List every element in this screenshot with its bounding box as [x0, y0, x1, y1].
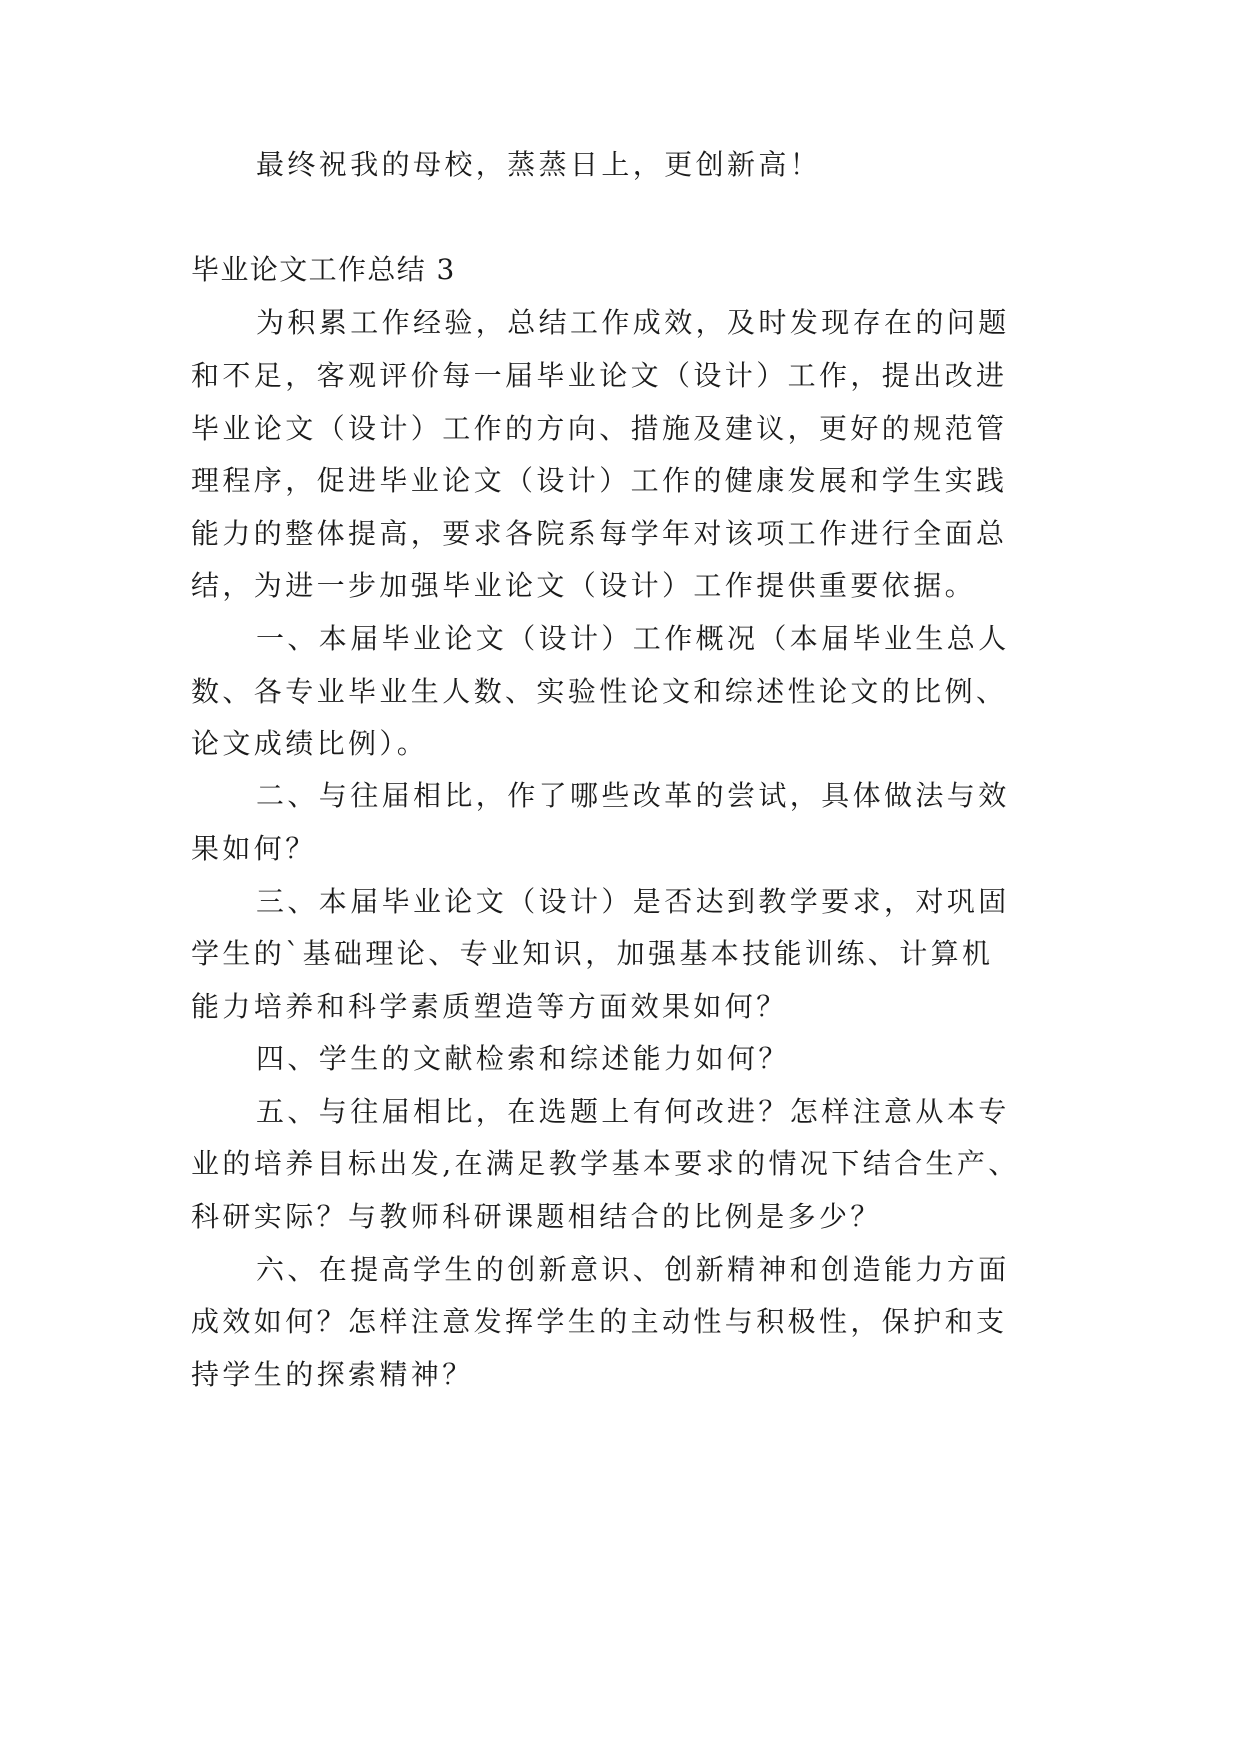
body-line-3: 毕业论文（设计）工作的方向、措施及建议，更好的规范管: [191, 412, 1008, 445]
body-line-1: 为积累工作经验，总结工作成效，及时发现存在的问题: [256, 306, 1010, 339]
body-line-8: 数、各专业毕业生人数、实验性论文和综述性论文的比例、: [191, 675, 1008, 708]
body-line-4: 理程序，促进毕业论文（设计）工作的健康发展和学生实践: [191, 464, 1008, 497]
body-line-20: 成效如何？怎样注意发挥学生的主动性与积极性，保护和支: [191, 1305, 1008, 1338]
body-line-13: 学生的`基础理论、专业知识，加强基本技能训练、计算机: [191, 937, 994, 970]
body-line-7: 一、本届毕业论文（设计）工作概况（本届毕业生总人: [256, 622, 1010, 655]
body-line-14: 能力培养和科学素质塑造等方面效果如何？: [191, 990, 788, 1023]
body-line-10: 二、与往届相比，作了哪些改革的尝试，具体做法与效: [256, 779, 1010, 812]
body-line-21: 持学生的探索精神？: [191, 1358, 474, 1391]
body-line-9: 论文成绩比例）。: [191, 727, 429, 760]
body-line-12: 三、本届毕业论文（设计）是否达到教学要求，对巩固: [256, 885, 1010, 918]
body-line-19: 六、在提高学生的创新意识、创新精神和创造能力方面: [256, 1253, 1010, 1286]
body-line-18: 科研实际？与教师科研课题相结合的比例是多少？: [191, 1200, 882, 1233]
body-line-6: 结，为进一步加强毕业论文（设计）工作提供重要依据。: [191, 569, 977, 602]
section-title: 毕业论文工作总结 3: [191, 253, 456, 286]
body-line-11: 果如何？: [191, 832, 317, 865]
closing-line: 最终祝我的母校，蒸蒸日上，更创新高！: [256, 148, 822, 181]
body-line-15: 四、学生的文献检索和综述能力如何？: [256, 1042, 790, 1075]
body-line-16: 五、与往届相比，在选题上有何改进？怎样注意从本专: [256, 1095, 1010, 1128]
body-line-2: 和不足，客观评价每一届毕业论文（设计）工作，提出改进: [191, 359, 1008, 392]
body-line-17: 业的培养目标出发,在满足教学基本要求的情况下结合生产、: [191, 1147, 1020, 1180]
body-line-5: 能力的整体提高，要求各院系每学年对该项工作进行全面总: [191, 517, 1008, 550]
